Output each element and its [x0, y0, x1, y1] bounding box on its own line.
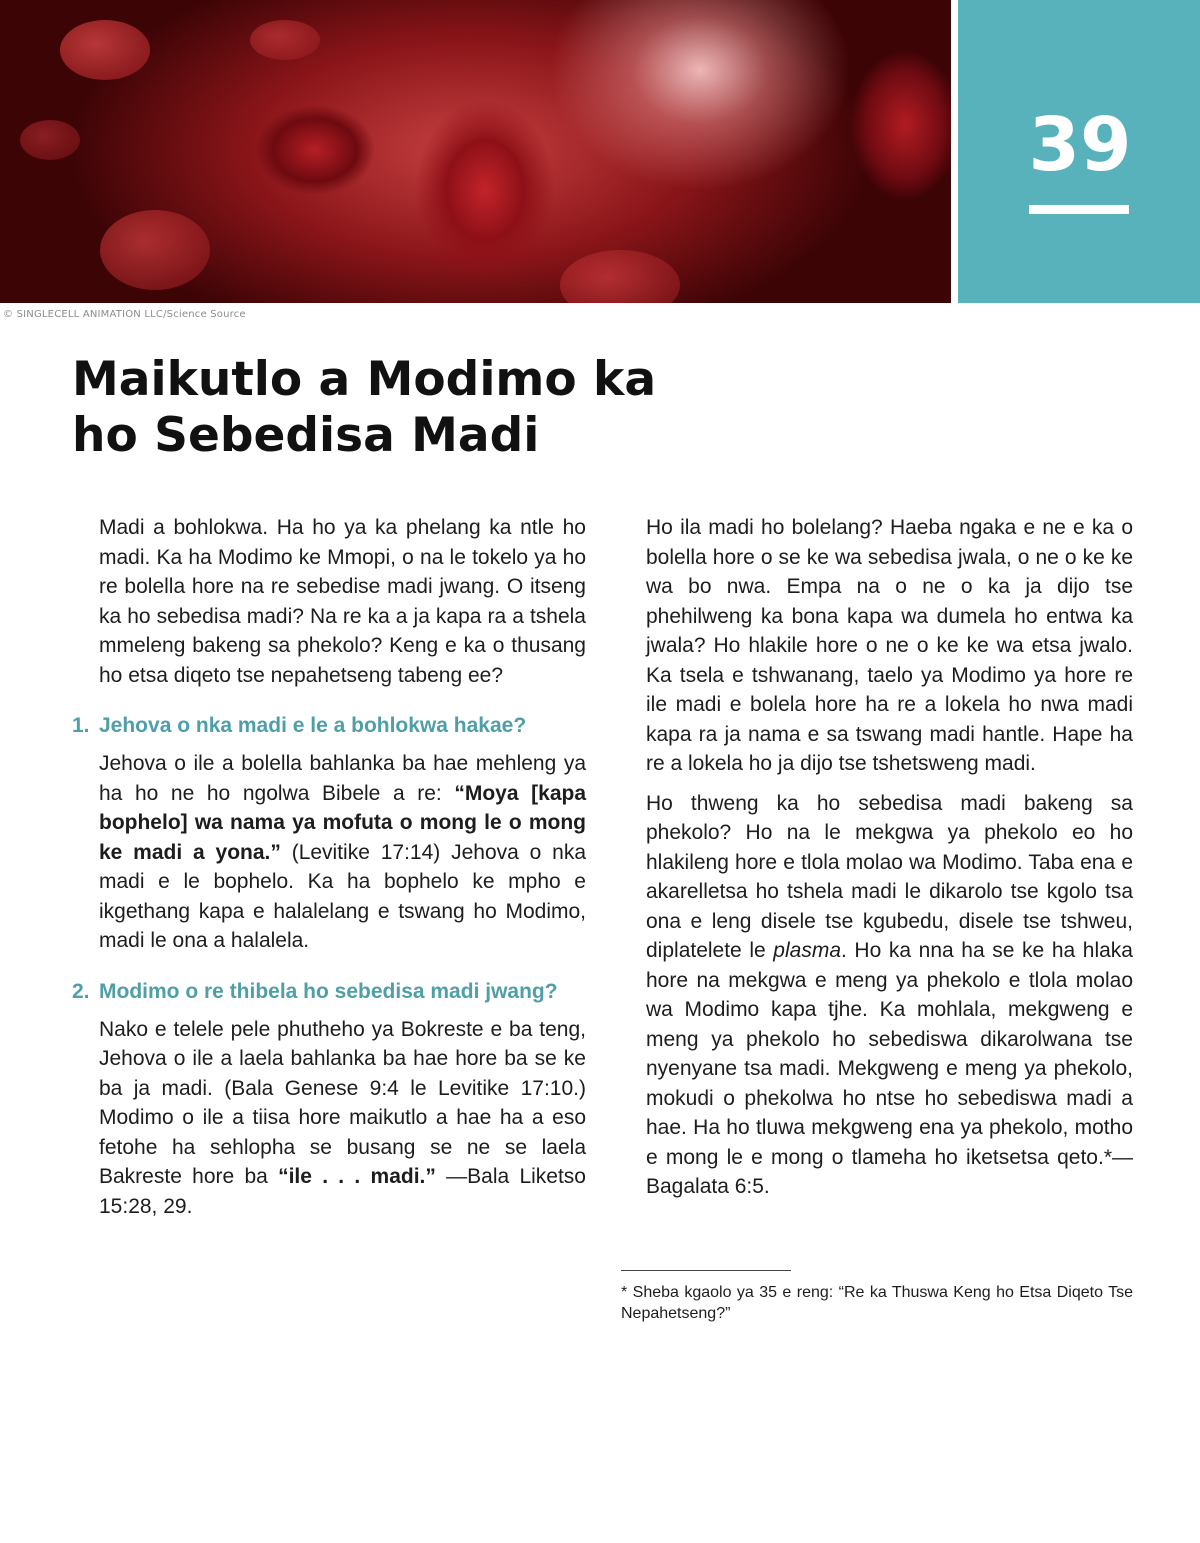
page-title-line2: ho Sebedisa Madi [72, 408, 540, 463]
question-number: 1. [72, 714, 90, 737]
scripture-quote: “Moya [kapa bophelo] wa nama ya mofuta o mong le o mong ke madi a yona.” [99, 781, 586, 864]
body-paragraph-1: Ho ila madi ho bolelang? Haeba ngaka e ne e ka o bolella hore o se ke wa sebedisa jwala, o ne o ke ke wa bo nwa. Empa na o ne o ka ja dijo tse phehilweng ka bona kapa wa dumela ho entwa ka jwala? Ho hlakile hore o ne o ke ke wa etsa jwalo. Ka tsela e tshwanang, taelo ya Modimo ya hore re ile madi e bolela hore ha re a lokela ho nwa madi kapa ra ja nama e sa tswang madi hantle. Hape ha re a lokela ho ja dijo tse tshetsweng madi. [646, 516, 1133, 775]
blood-cell [20, 120, 80, 160]
footnote: * Sheba kgaolo ya 35 e reng: “Re ka Thuswa Keng ho Etsa Diqeto Tse Nepahetseng?” [621, 1284, 1133, 1322]
scripture-quote: “ile . . . madi.” [278, 1165, 436, 1188]
hero-image [0, 0, 951, 303]
chapter-underline [1029, 205, 1129, 214]
blood-cell [560, 250, 680, 303]
body-italic: plasma [773, 939, 841, 962]
body-text: . Ho ka nna ha se ke ha hlaka hore na mekgwa e meng ya phekolo e tlola molao wa Modimo kapa tjhe. Ka mohlala, mekgweng e meng ya phekolo ho sebediswa dikarolwana tse nyenyane tsa madi. Mekgweng e meng ya phekolo, mokudi o phekolwa ho ntse ho sebediswa madi a hae. Ha ho tluwa mekgweng ena ya phekolo, motho e mong le e mong o tlameha ho iketsetsa qeto.*—Bagalata 6:5. [646, 939, 1133, 1198]
chapter-number: 39 [1028, 102, 1132, 188]
question-1 [72, 712, 586, 739]
right-column [646, 513, 1133, 1212]
blood-cell [250, 20, 320, 60]
question-number: 2. [72, 979, 90, 1003]
answer-text: (Levitike 17:14) Jehova o nka madi e le bophelo. Ka ha bophelo ke mpho e ikgethang kapa e halalelang e tswang ho Modimo, madi le ona a halalela. [99, 840, 586, 952]
page-title-line1: Maikutlo a Modimo ka [72, 352, 657, 407]
blood-cell [100, 210, 210, 290]
answer-text: Nako e telele pele phutheho ya Bokreste e ba teng, Jehova o ile a laela bahlanka ba hae hore ba se ke ba ja madi. (Bala Genese 9:4 le Levitike 17:10.) Modimo o ile a tiisa hore maikutlo a hae ha a eso fetohe ha sehlopha se busang se ne se laela Bakreste hore ba [99, 1017, 586, 1188]
question-text: Jehova o nka madi e le a bohlokwa hakae? [99, 714, 527, 737]
answer-paragraph-1 [99, 749, 586, 956]
page-title [72, 352, 692, 464]
question-text: Modimo o re thibela ho sebedisa madi jwang? [99, 979, 558, 1003]
body-text: Ho thweng ka ho sebedisa madi bakeng sa phekolo? Ho na le mekgwa ya phekolo eo ho hlakileng hore e tlola molao wa Modimo. Taba ena e akarelletsa ho tshela madi le dikarolo tse kgolo tsa ona e leng disele tse kgubedu, disele tse tshweu, diplatelete le [646, 791, 1133, 962]
footnote-divider [621, 1270, 791, 1271]
body-paragraph-2 [646, 789, 1133, 1202]
answer-text: —Bala Liketso 15:28, 29. [99, 1165, 586, 1218]
intro-paragraph: Madi a bohlokwa. Ha ho ya ka phelang ka ntle ho madi. Ka ha Modimo ke Mmopi, o na le tokelo ya ho re bolella hore na re sebedise madi jwang. O itseng ka ho sebedisa madi? Na re ka a ja kapa ra a tshela mmeleng bakeng sa phekolo? Keng e ka o thusang ho etsa diqeto tse nepahetseng tabeng ee? [99, 516, 586, 687]
question-2 [72, 978, 586, 1005]
image-credit: © SINGLECELL ANIMATION LLC/Science Source [3, 309, 246, 320]
left-column [72, 513, 586, 1231]
answer-text: Jehova o ile a bolella bahlanka ba hae mehleng ya ha ho ne ho ngolwa Bibele a re: [99, 752, 586, 805]
blood-cell [60, 20, 150, 80]
answer-paragraph-2 [99, 1015, 586, 1222]
